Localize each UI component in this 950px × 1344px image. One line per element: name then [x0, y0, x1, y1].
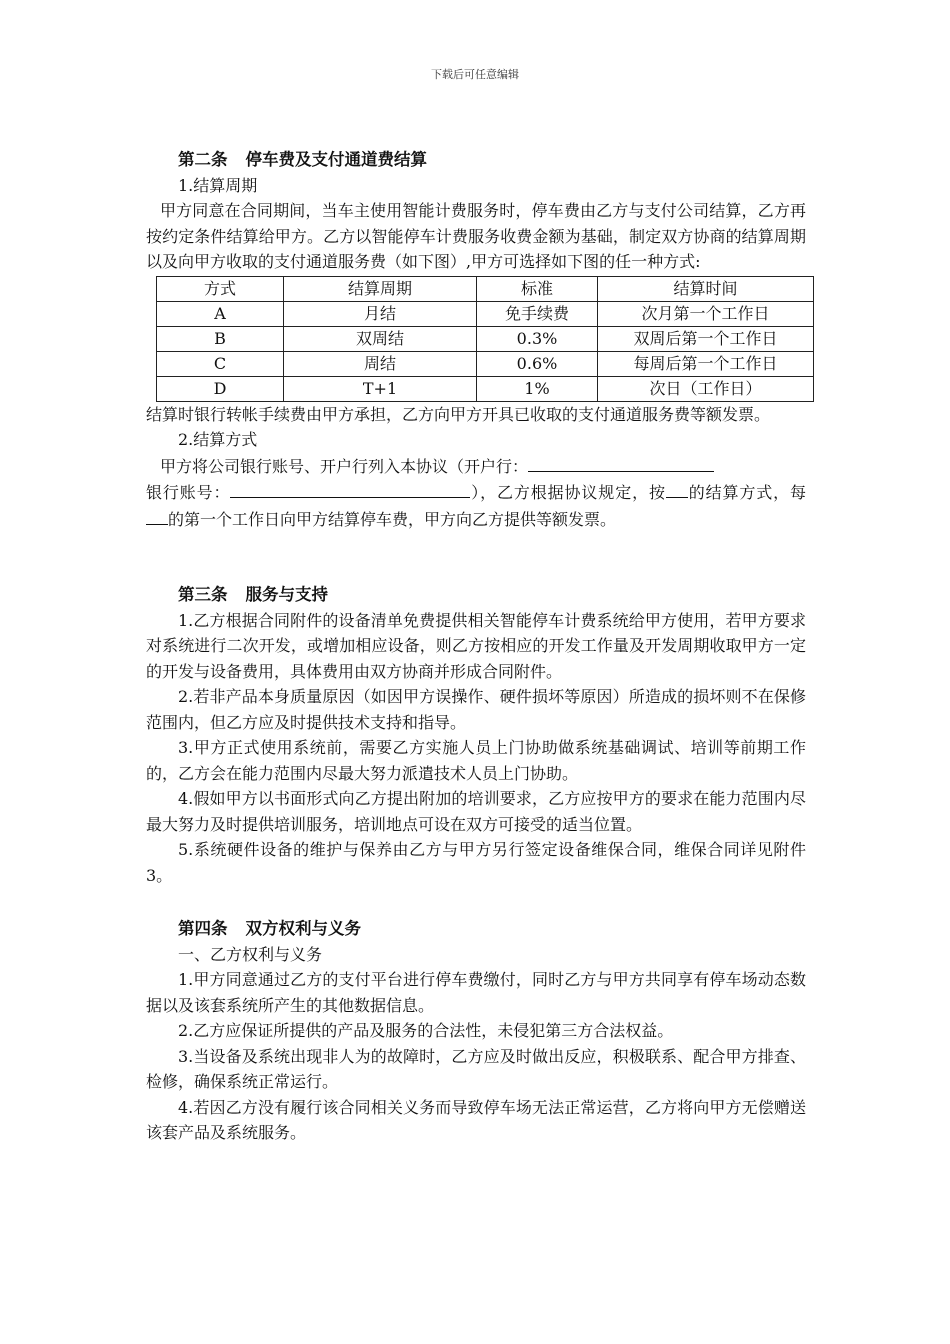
article-4-sub1: 一、乙方权利与义务 — [178, 944, 323, 964]
bank-account-blank[interactable] — [230, 479, 470, 498]
table-cell: T+1 — [284, 376, 477, 401]
table-cell: 双周结 — [284, 326, 477, 351]
article-3-item: 1.乙方根据合同附件的设备清单免费提供相关智能停车计费系统给甲方使用，若甲方要求对系统进行二次开发，或增加相应设备，则乙方按相应的开发工作量及开发周期收取甲方一定的开发与设备费用，具体费用由双方协商并形成合同附件。 — [146, 610, 806, 681]
table-header-row — [157, 276, 814, 301]
article-3-item: 3.甲方正式使用系统前，需要乙方实施人员上门协助做系统基础调试、培训等前期工作的，乙方会在能力范围内尽最大努力派遣技术人员上门协助。 — [146, 738, 806, 783]
table-header-cell: 标准 — [477, 276, 598, 301]
article-4-item: 3.当设备及系统出现非人为的故障时，乙方应及时做出反应，积极联系、配合甲方排查、检修，确保系统正常运行。 — [146, 1046, 806, 1091]
article-4-item: 1.甲方同意通过乙方的支付平台进行停车费缴付，同时乙方与甲方共同享有停车场动态数据以及该套系统所产生的其他数据信息。 — [146, 970, 806, 1015]
table-row — [157, 351, 814, 376]
article-3-item: 4.假如甲方以书面形式向乙方提出附加的培训要求，乙方应按甲方的要求在能力范围内尽最大努力及时提供培训服务，培训地点可设在双方可接受的适当位置。 — [146, 789, 806, 834]
page-header-watermark: 下载后可任意编辑 — [431, 68, 519, 81]
article-2-para1: 甲方同意在合同期间，当车主使用智能计费服务时，停车费由乙方与支付公司结算，乙方再按约定条件结算给甲方。乙方以智能停车计费服务收费金额为基础，制定双方协商的结算周期以及向甲方收取的支付通道服务费（如下图）,甲方可选择如下图的任一种方式: — [146, 201, 806, 271]
settlement-table — [156, 276, 814, 402]
table-cell: 次日（工作日） — [598, 376, 814, 401]
para3-text-c: ），乙方根据协议规定，按 — [470, 483, 666, 502]
article-4-heading — [178, 916, 806, 942]
table-header-cell: 方式 — [157, 276, 284, 301]
article-2-sub2: 2.结算方式 — [178, 430, 258, 449]
bank-name-blank[interactable] — [528, 453, 714, 472]
table-cell: 双周后第一个工作日 — [598, 326, 814, 351]
para3-text-a: 甲方将公司银行账号、开户行列入本协议（开户行： — [160, 456, 529, 476]
article-2-para3 — [146, 453, 806, 533]
para3-text-b: 银行账号： — [146, 483, 231, 502]
table-cell: D — [157, 376, 284, 401]
article-3-item: 5.系统硬件设备的维护与保养由乙方与甲方另行签定设备维保合同，维保合同详见附件3。 — [146, 840, 806, 885]
settlement-period-blank[interactable] — [146, 506, 168, 525]
table-cell: 每周后第一个工作日 — [598, 351, 814, 376]
article-3-title: 服务与支持 — [245, 585, 328, 604]
table-cell: C — [157, 351, 284, 376]
table-row — [157, 326, 814, 351]
para3-text-d: 的结算方式，每 — [687, 483, 806, 502]
table-cell: 0.3% — [477, 326, 598, 351]
table-row — [157, 376, 814, 401]
para3-text-e: 的第一个工作日向甲方结算停车费，甲方向乙方提供等额发票。 — [168, 509, 617, 529]
table-cell: 次月第一个工作日 — [598, 301, 814, 326]
table-cell: B — [157, 326, 284, 351]
article-2-heading — [178, 147, 806, 173]
table-cell: 1% — [477, 376, 598, 401]
table-header-cell: 结算时间 — [598, 276, 814, 301]
table-cell: 免手续费 — [477, 301, 598, 326]
table-cell: 周结 — [284, 351, 477, 376]
table-cell: 0.6% — [477, 351, 598, 376]
article-3-number: 第三条 — [178, 585, 228, 604]
document-body — [146, 147, 806, 1146]
article-4-number: 第四条 — [178, 919, 228, 938]
article-3-heading — [178, 582, 806, 608]
table-cell: 月结 — [284, 301, 477, 326]
table-cell: A — [157, 301, 284, 326]
article-4-item: 4.若因乙方没有履行该合同相关义务而导致停车场无法正常运营，乙方将向甲方无偿赠送该套产品及系统服务。 — [146, 1097, 806, 1142]
table-row — [157, 301, 814, 326]
article-4-title: 双方权利与义务 — [245, 919, 361, 938]
article-2-title: 停车费及支付通道费结算 — [245, 150, 427, 169]
article-4-item: 2.乙方应保证所提供的产品及服务的合法性，未侵犯第三方合法权益。 — [178, 1021, 674, 1040]
table-header-cell: 结算周期 — [284, 276, 477, 301]
settlement-mode-blank[interactable] — [666, 479, 688, 498]
article-2-number: 第二条 — [178, 150, 228, 169]
article-2-sub1: 1.结算周期 — [178, 175, 258, 195]
article-3-item: 2.若非产品本身质量原因（如因甲方误操作、硬件损坏等原因）所造成的损坏则不在保修范围内，但乙方应及时提供技术支持和指导。 — [146, 687, 806, 732]
article-2-para2: 结算时银行转帐手续费由甲方承担，乙方向甲方开具已收取的支付通道服务费等额发票。 — [146, 404, 771, 424]
